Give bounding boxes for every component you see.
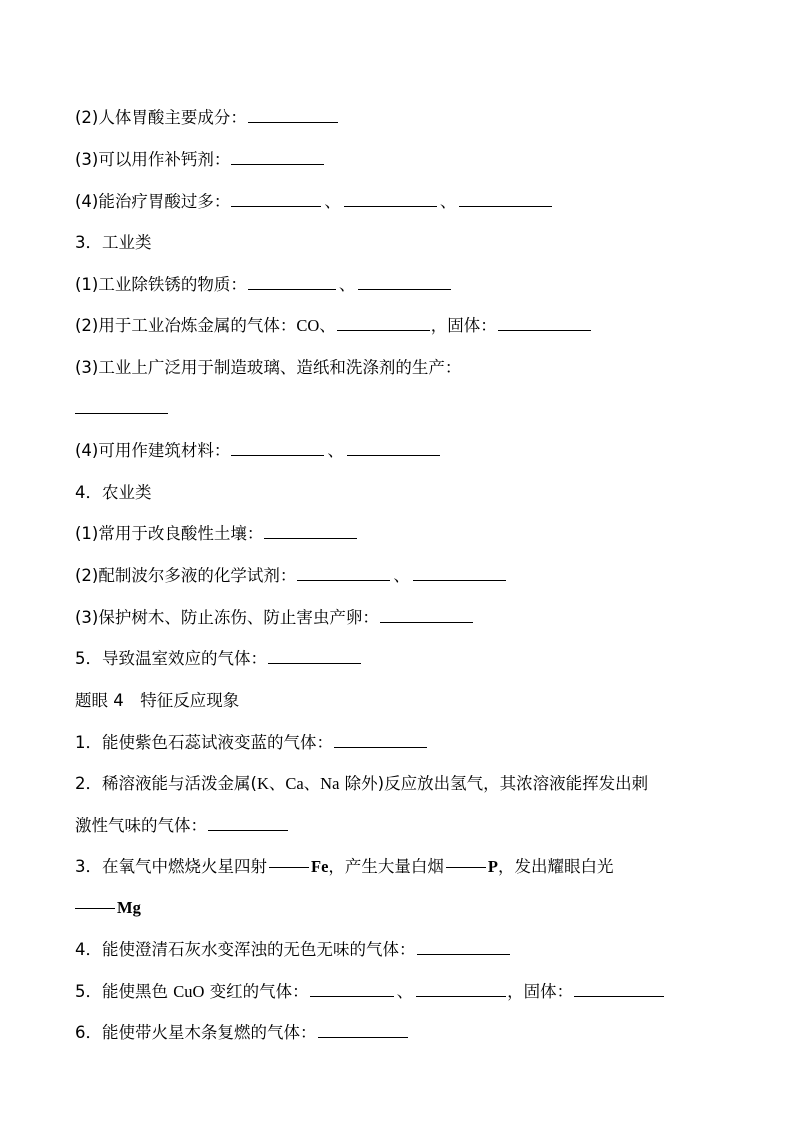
answer-blank[interactable] xyxy=(413,564,506,581)
section-heading: 3．工业类 xyxy=(75,233,152,252)
question-line: 2．稀溶液能与活泼金属(K、Ca、Na 除外)反应放出氢气，其浓溶液能挥发出刺 xyxy=(75,774,649,793)
answer-blank[interactable] xyxy=(344,190,437,207)
question-line: (2)人体胃酸主要成分： xyxy=(75,106,339,130)
question-line: (2)用于工业冶炼金属的气体：CO、 ，固体： xyxy=(75,314,592,338)
section-heading: 题眼 4 特征反应现象 xyxy=(75,691,240,710)
answer-blank[interactable] xyxy=(268,647,361,664)
question-line: (1)工业除铁锈的物质： 、 xyxy=(75,273,452,297)
question-line: 激性气味的气体： xyxy=(75,814,289,838)
answer-blank[interactable] xyxy=(264,522,357,539)
answer-blank[interactable] xyxy=(347,439,440,456)
answer-blank[interactable] xyxy=(310,980,394,997)
answer-blank[interactable] xyxy=(231,190,321,207)
question-line: (4)能治疗胃酸过多： 、 、 xyxy=(75,190,553,214)
answer-blank[interactable] xyxy=(208,814,288,831)
question-line: (2)配制波尔多液的化学试剂： 、 xyxy=(75,564,507,588)
question-line: 5．能使黑色 CuO 变红的气体： 、 ，固体： xyxy=(75,980,665,1004)
dash-separator xyxy=(75,908,115,909)
answer-blank[interactable] xyxy=(231,439,324,456)
answer-blank[interactable] xyxy=(297,564,390,581)
answer-blank[interactable] xyxy=(75,397,168,414)
question-line: (3)工业上广泛用于制造玻璃、造纸和洗涤剂的生产： xyxy=(75,358,462,377)
question-line: (3)保护树木、防止冻伤、防止害虫产卵： xyxy=(75,606,474,630)
answer-blank[interactable] xyxy=(231,148,324,165)
question-line: (4)可用作建筑材料： 、 xyxy=(75,439,441,463)
answer-blank[interactable] xyxy=(248,106,338,123)
question-line: 3．在氧气中燃烧火星四射 Fe，产生大量白烟 P，发出耀眼白光 xyxy=(75,857,614,876)
question-line: Mg xyxy=(75,896,141,920)
question-line: (3)可以用作补钙剂： xyxy=(75,148,325,172)
dash-separator xyxy=(269,867,309,868)
question-line: 6．能使带火星木条复燃的气体： xyxy=(75,1021,409,1045)
answer-blank[interactable] xyxy=(337,314,430,331)
answer-blank[interactable] xyxy=(334,731,427,748)
answer-blank[interactable] xyxy=(248,273,336,290)
question-line: 4．能使澄清石灰水变浑浊的无色无味的气体： xyxy=(75,938,511,962)
answer-blank[interactable] xyxy=(459,190,552,207)
answer-blank[interactable] xyxy=(417,938,510,955)
question-line: 5．导致温室效应的气体： xyxy=(75,647,362,671)
answer-blank[interactable] xyxy=(318,1021,408,1038)
answer-blank[interactable] xyxy=(498,314,591,331)
answer-blank[interactable] xyxy=(380,606,473,623)
answer-blank[interactable] xyxy=(574,980,664,997)
section-heading: 4．农业类 xyxy=(75,483,152,502)
question-line: 1．能使紫色石蕊试液变蓝的气体： xyxy=(75,731,428,755)
question-line xyxy=(75,397,169,421)
dash-separator xyxy=(446,867,486,868)
answer-blank[interactable] xyxy=(358,273,451,290)
answer-blank[interactable] xyxy=(416,980,506,997)
question-line: (1)常用于改良酸性土壤： xyxy=(75,522,358,546)
